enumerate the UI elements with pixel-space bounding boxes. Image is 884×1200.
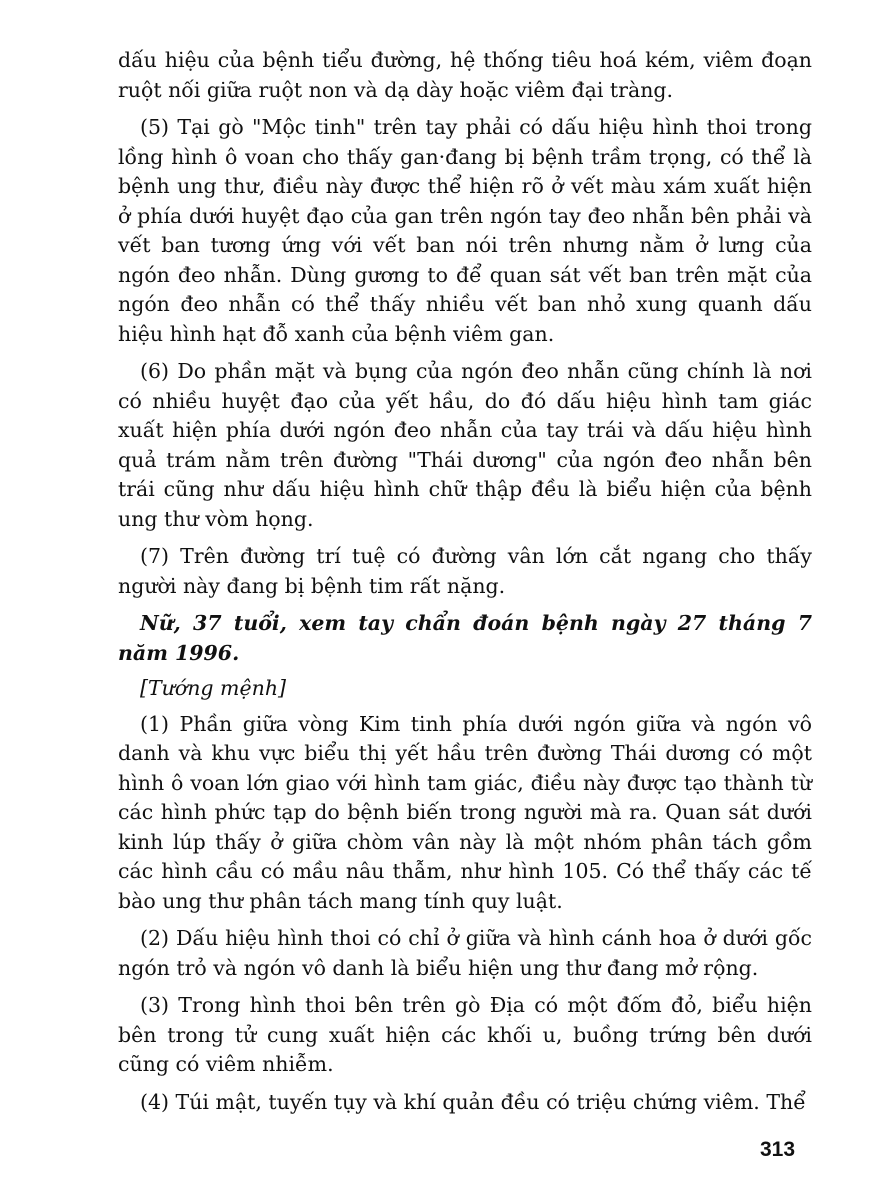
page-text xyxy=(118,46,812,1125)
paragraph-case-item-1: (1) Phần giữa vòng Kim tinh phía dưới ngón giữa và ngón vô danh và khu vực biểu thị yết hầu trên đường Thái dương có một hình ô voan lớn giao với hình tam giác, điều này được tạo thành từ các hình phức tạp do bệnh biến trong người mà ra. Quan sát dưới kinh lúp thấy ở giữa chòm vân này là một nhóm phân tách gồm các hình cầu có mầu nâu thẫm, như hình 105. Có thể thấy các tế bào ung thư phân tách mang tính quy luật. xyxy=(118,711,812,913)
section-subheading: [Tướng mệnh] xyxy=(140,676,287,700)
paragraph-case-item-4: (4) Túi mật, tuyến tụy và khí quản đều có triệu chứng viêm. Thể xyxy=(140,1089,806,1114)
page-number: 313 xyxy=(760,1138,796,1161)
paragraph-continuation: dấu hiệu của bệnh tiểu đường, hệ thống tiêu hoá kém, viêm đoạn ruột nối giữa ruột non và dạ dày hoặc viêm đại tràng. xyxy=(118,48,812,102)
paragraph-case-item-3: (3) Trong hình thoi bên trên gò Địa có một đốm đỏ, biểu hiện bên trong tử cung xuất hiện các khối u, buồng trứng bên dưới cũng có viêm nhiễm. xyxy=(118,993,812,1076)
case-heading: Nữ, 37 tuổi, xem tay chẩn đoán bệnh ngày 27 tháng 7 năm 1996. xyxy=(118,611,812,665)
paragraph-item-6: (6) Do phần mặt và bụng của ngón đeo nhẫn cũng chính là nơi có nhiều huyệt đạo của yết hầu, do đó dấu hiệu hình tam giác xuất hiện phía dưới ngón đeo nhẫn của tay trái và dấu hiệu hình quả trám nằm trên đường "Thái dương" của ngón đeo nhẫn bên trái cũng như dấu hiệu hình chữ thập đều là biểu hiện của bệnh ung thư vòm họng. xyxy=(118,359,812,531)
paragraph-item-7: (7) Trên đường trí tuệ có đường vân lớn cắt ngang cho thấy người này đang bị bệnh tim rất nặng. xyxy=(118,544,812,598)
paragraph-item-5: (5) Tại gò "Mộc tinh" trên tay phải có dấu hiệu hình thoi trong lồng hình ô voan cho thấy gan·đang bị bệnh trầm trọng, có thể là bệnh ung thư, điều này được thể hiện rõ ở vết màu xám xuất hiện ở phía dưới huyệt đạo của gan trên ngón tay đeo nhẫn bên phải và vết ban tương ứng với vết ban nói trên nhưng nằm ở lưng của ngón đeo nhẫn. Dùng gương to để quan sát vết ban trên mặt của ngón đeo nhẫn có thể thấy nhiều vết ban nhỏ xung quanh dấu hiệu hình hạt đỗ xanh của bệnh viêm gan. xyxy=(118,115,812,346)
paragraph-case-item-2: (2) Dấu hiệu hình thoi có chỉ ở giữa và hình cánh hoa ở dưới gốc ngón trỏ và ngón vô danh là biểu hiện ung thư đang mở rộng. xyxy=(118,926,812,980)
